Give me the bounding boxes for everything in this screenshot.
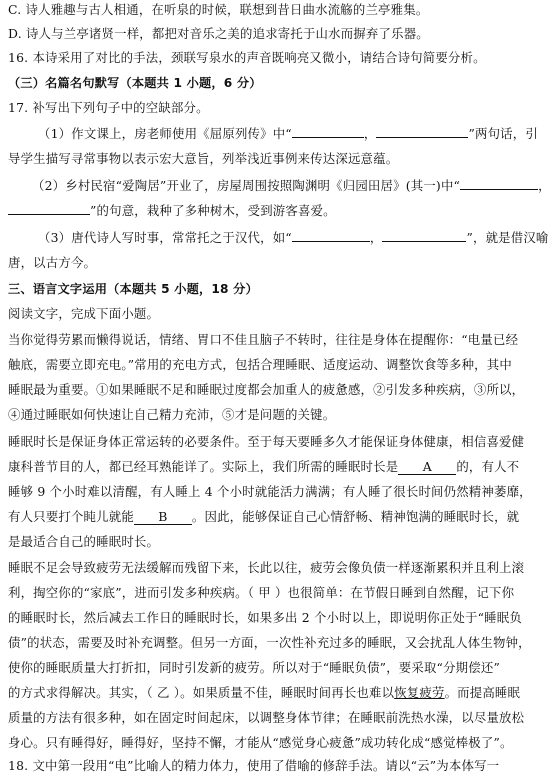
answer-blank-5[interactable]: [292, 229, 370, 242]
question-17-item-1-cont: 导学生描写寻常事物以表示宏大意旨，列举浅近事例来传达深远意蕴。: [8, 151, 399, 166]
passage-p1-line-2: 触底，需要立即充电。”常用的充电方式，包括合理睡眠、适度运动、调整饮食等多种，其中: [8, 357, 512, 372]
p3-text-b: 。而提高睡眠: [444, 685, 521, 700]
item-2-text-a: （2）乡村民宿“爱陶居”开业了，房屋周围按照陶渊明《归园田居》(其一)中“: [32, 178, 461, 193]
blank-b: B: [134, 510, 192, 525]
question-17-item-2: （2）乡村民宿“爱陶居”开业了，房屋周围按照陶渊明《归园田居》(其一)中“ ，: [32, 178, 551, 193]
p2-text-c: 有人只要打个盹儿就能: [8, 509, 134, 524]
question-17-item-3: [38, 228, 548, 248]
answer-blank-4[interactable]: [8, 202, 90, 215]
item-3-text-c: ”，就是借汉喻: [466, 230, 549, 245]
item-1-text-a: （1）作文课上，房老师使用《屈原列传》中“: [38, 126, 292, 141]
section-heading-recitation: （三）名篇名句默写（本题共 1 小题，6 分）: [8, 76, 262, 90]
section-heading-language-use: 三、语言文字运用（本题共 5 小题，18 分）: [8, 282, 258, 296]
passage-p1-line-1: 当你觉得劳累而懒得说话，情绪、胃口不佳且脑子不转时，往往是身体在提醒你：“电量已经: [8, 332, 519, 347]
p3-text-a: 的方式求得解决。其实，（ 乙 ）。如果质量不佳，睡眠时间再长也难以: [8, 685, 395, 700]
passage-p2-line-2: [8, 457, 548, 477]
passage-p2-line-1: 睡眠时长是保证身体正常运转的必要条件。至于每天要睡多久才能保证身体健康，相信喜爱健: [8, 434, 525, 449]
passage-p1-line-3: 睡眠最为重要。①如果睡眠不足和睡眠过度都会加重人的疲惫感，②引发多种疾病，③所以，: [8, 382, 525, 397]
passage-p1-line-4: ④通过睡眠如何快速让自己精力充沛，⑤才是问题的关键。: [8, 407, 336, 422]
passage-p2-line-3: 睡够 9 个小时难以清醒，有人睡上 4 个小时就能活力满满；有人睡了很长时间仍然精神萎靡，: [8, 484, 532, 499]
passage-p2-line-4: [8, 507, 548, 527]
option-c: C. 诗人雅趣与古人相通，在听泉的时候，联想到昔日曲水流觞的兰亭雅集。: [8, 2, 429, 17]
question-17-item-3-cont: 唐，以古方今。: [8, 255, 97, 270]
passage-p3-line-5: 使你的睡眠质量大打折扣，同时引发新的疲劳。所以对于“睡眠负债”，要采取“分期偿还”: [8, 660, 500, 675]
question-18: 18. 文中第一段用“电”比喻人的精力体力，使用了借喻的修辞手法。请以“云”为本体写一: [8, 758, 500, 773]
answer-blank-6[interactable]: [382, 229, 466, 242]
passage-p3-line-3: 的睡眠时长，然后减去工作日的睡眠时长，如果多出 2 个小时以上，即说明你正处于“睡眠负: [8, 610, 522, 625]
passage-p2-line-5: 是最适合自己的睡眠时长。: [8, 534, 160, 549]
blank-a: A: [398, 460, 456, 475]
item-2-text-b: ”的句意，栽种了多种树木，受到游客喜爱。: [90, 203, 336, 218]
question-16: 16. 本诗采用了对比的手法，颈联写泉水的声音既响亮又微小，请结合诗句简要分析。: [8, 50, 486, 65]
passage-p3-line-1: 睡眠不足会导致疲劳无法缓解而残留下来，长此以往，疲劳会像负债一样逐渐累积并且利上滚: [8, 560, 525, 575]
passage-p3-line-8: 身心。只有睡得好，睡得好，坚持不懈，才能从“感觉身心疲惫”成功转化成“感觉棒极了”。: [8, 735, 513, 750]
option-d: D. 诗人与兰亭诸贤一样，都把对音乐之美的追求寄托于山水而摒弃了乐器。: [8, 26, 429, 41]
answer-blank-1[interactable]: [292, 125, 364, 138]
question-17: 17. 补写出下列句子中的空缺部分。: [8, 100, 209, 115]
p2-text-d: 。因此，能够保证自己心情舒畅、精神饱满的睡眠时长，就: [191, 509, 520, 524]
answer-blank-2[interactable]: [376, 125, 468, 138]
item-1-text-c: ”两句话，引: [468, 126, 538, 141]
reading-instruction: 阅读文字，完成下面小题。: [8, 306, 160, 321]
question-17-item-1: [38, 124, 548, 144]
underlined-phrase: 恢复疲劳: [394, 685, 445, 700]
item-3-text-a: （3）唐代诗人写时事，常常托之于汉代，如“: [38, 230, 292, 245]
question-17-item-2-cont: [8, 201, 548, 221]
passage-p3-line-4: 债”的状态，需要及时补充调整。但另一方面，一次性补充过多的睡眠，又会扰乱人体生物钟，: [8, 635, 531, 650]
passage-p3-line-7: 质量的方法有很多种，如在固定时间起床，以调整身体节律；在睡眠前洗热水澡，以尽量放松: [8, 710, 525, 725]
item-1-text-b: ，: [363, 126, 377, 141]
passage-p3-line-2: 利，掏空你的“家底”，进而引发多种疾病。（ 甲 ）也很简单：在节假日睡到自然醒，记下你: [8, 585, 515, 600]
answer-blank-3[interactable]: [460, 177, 538, 190]
item-3-text-b: ，: [369, 230, 383, 245]
p2-text-b: 的，有人不: [456, 459, 520, 474]
p2-text-a: 康科普节目的人，都已经耳熟能详了。实际上，我们所需的睡眠时长是: [8, 459, 399, 474]
passage-p3-line-6: [8, 683, 548, 703]
